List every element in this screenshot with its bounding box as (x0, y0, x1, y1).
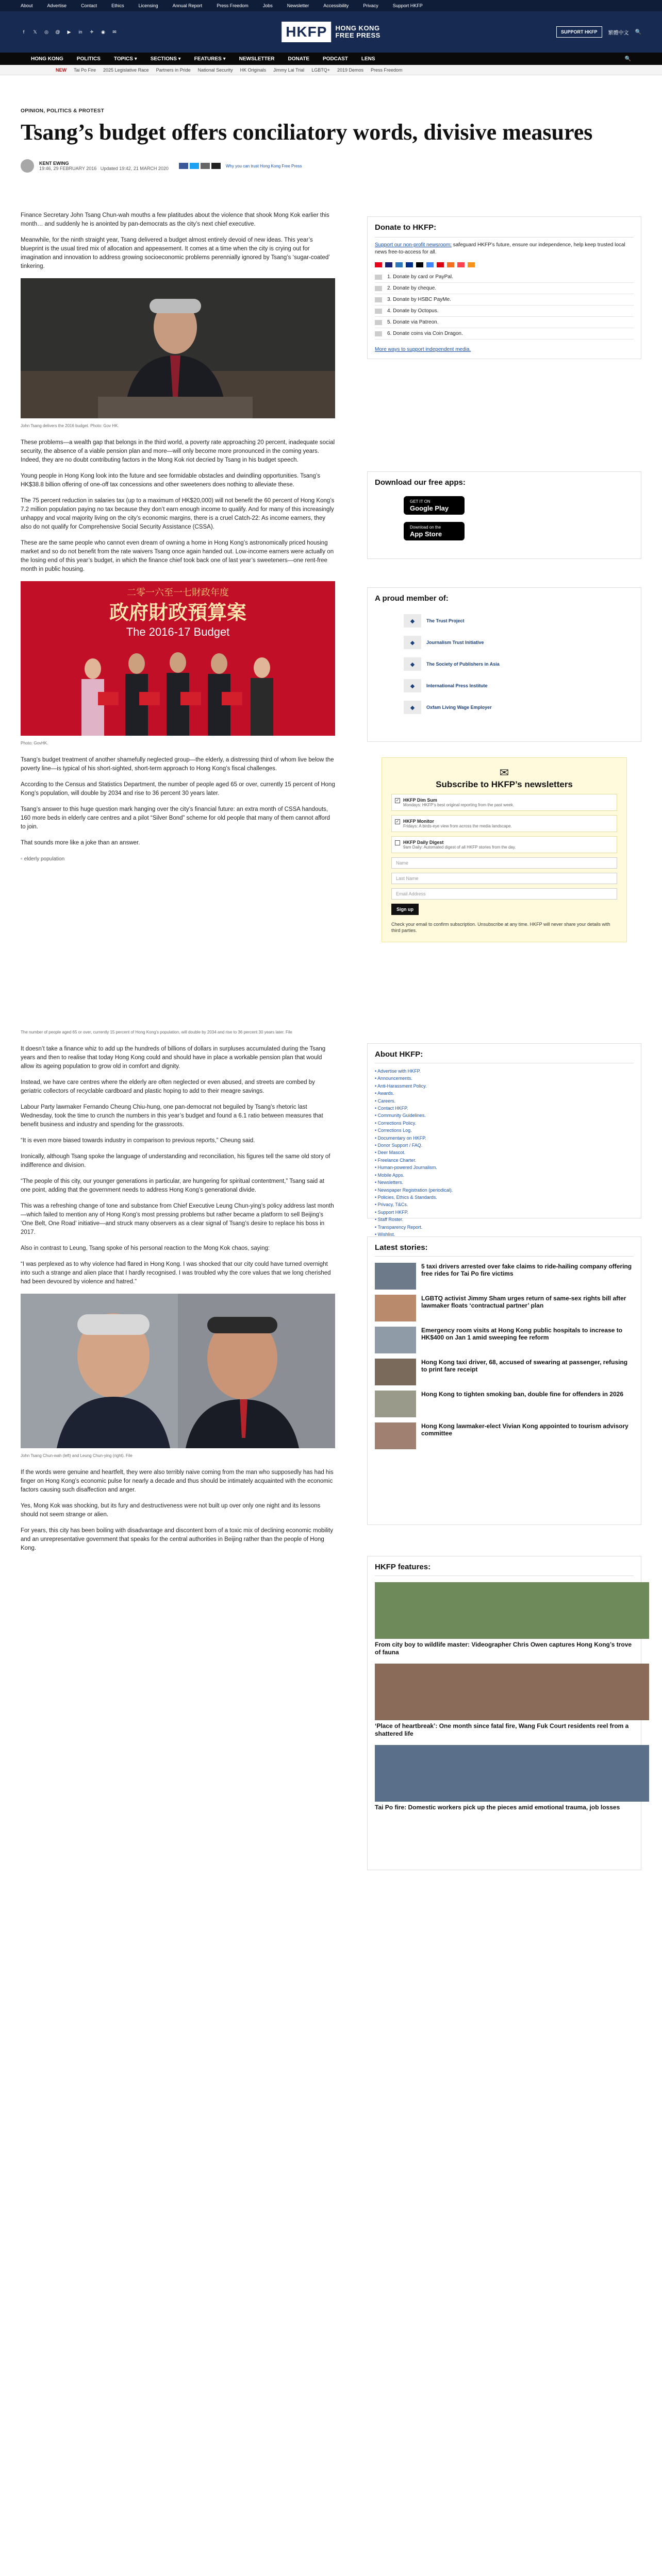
budget-press-photo (21, 581, 335, 736)
member-org[interactable] (404, 632, 634, 653)
apps-box (367, 471, 641, 559)
logo-line1: HONG KONG (335, 24, 380, 32)
topbar-link[interactable]: Advertise (47, 3, 67, 8)
donate-method[interactable] (375, 306, 634, 317)
features-title: HKFP features: (375, 1563, 431, 1571)
photo-caption: The number of people aged 65 or over, currently 15 percent of Hong Kong’s population, will double by 2034 and rise to 36 percent 30 years later. File (21, 1030, 292, 1035)
paragraph: These are the same people who cannot even dream of owning a home in Hong Kong’s astronomically priced housing market and so do not benefit from the rate waivers Tsang once again handed out. Low-income earners were actually on the losing end of this year’s budget, in which the finance chief took back one of last year’s sweeteners—one rent-free month in public housing. (21, 540, 334, 572)
newsletter-box (382, 757, 627, 942)
newsletter-option-desc: Fridays: A birds-eye view from across the media landscape. (403, 824, 512, 828)
member-logo-icon: ◆ (404, 657, 421, 671)
payment-method-icon (375, 309, 382, 314)
budget-speech-photo (21, 278, 335, 418)
about-link[interactable]: • Deer Mascot. (375, 1150, 406, 1156)
about-link[interactable]: • Newspaper Registration (periodical). (375, 1187, 453, 1193)
donate-method-label: 2. Donate by cheque. (387, 285, 437, 291)
article-header (21, 108, 641, 173)
tsang-leung-photo (21, 1294, 335, 1448)
trending-link[interactable]: Partners in Pride (156, 67, 191, 73)
photo-illustration (21, 278, 335, 418)
topbar-link[interactable]: Annual Report (172, 3, 203, 8)
member-logo-icon: ◆ (404, 636, 421, 649)
facebook-icon[interactable]: f (23, 29, 25, 35)
signup-button[interactable]: Sign up (391, 904, 419, 915)
paragraph: Finance Secretary John Tsang Chun-wah mouths a few platitudes about the violence that shook Mong Kok earlier this month… and suddenly he is anointed by pan-democrats as the city’s next chief executive. (21, 212, 329, 227)
newsletter-checkbox[interactable]: ✓ (395, 819, 400, 824)
nav-item[interactable]: LENS (361, 56, 375, 62)
paragraph: The 75 percent reduction in salaries tax (up to a maximum of HK$20,000) will not benefit the 60 percent of Hong Kong’s 7.2 million population paying no tax because they don’t earn enough income to qualify. And for many of this increasingly unhappy and vocal majority living on the city’s economic margins, there is a cruel Catch-22: As income earners, they also do not qualify for Comprehensive Social Security Assistance (CSSA). (21, 498, 335, 530)
why-trust-link[interactable]: Why you can trust Hong Kong Free Press (225, 163, 302, 168)
publish-date: 19:46, 29 FEBRUARY 2016 (39, 166, 97, 171)
photo-caption: Photo: GovHK. (21, 741, 48, 745)
photo-illustration (21, 581, 335, 736)
about-link-label: Community Guidelines. (377, 1113, 426, 1118)
photo-illustration (21, 1294, 335, 1448)
newsletter-option[interactable] (391, 794, 617, 811)
latest-story[interactable] (375, 1295, 634, 1321)
about-link[interactable]: • Donor Support / FAQ. (375, 1143, 423, 1148)
site-logo[interactable] (282, 22, 380, 42)
trending-bar (0, 65, 662, 75)
nav-item[interactable]: SECTIONS ▾ (150, 56, 181, 62)
topbar-link[interactable]: Licensing (138, 3, 158, 8)
about-link[interactable]: • Advertise with HKFP. (375, 1069, 421, 1074)
paragraph: Young people in Hong Kong look into the future and see formidable obstacles and dwindling opportunities. Tsang’s HK$38.8 billion offering of one-off tax concessions and other sweeteners does nothing to alleviate these. (21, 473, 320, 488)
donate-title: Donate to HKFP: (375, 223, 437, 232)
topbar-link[interactable]: Support HKFP (392, 3, 423, 8)
image-alt-text: elderly population (24, 856, 65, 862)
mail-icon[interactable]: ✉ (112, 29, 117, 35)
about-link-label: Privacy, T&Cs. (377, 1202, 408, 1208)
about-link-label: Donor Support / FAQ. (377, 1143, 423, 1148)
paragraph: Labour Party lawmaker Fernando Cheung Chiu-hung, one pan-democrat not beguiled by Tsang’s rhetoric last Wednesday, took the time to crunch the numbers in this year’s budget and found a 6.1 ratio between measures that benefit business and industry and spending for the grassroots. (21, 1104, 323, 1128)
member-org[interactable] (404, 675, 634, 697)
about-link-label: Contact HKFP. (377, 1106, 408, 1111)
broken-image-icon: ▫ (21, 856, 23, 862)
payment-method-icon (375, 320, 382, 325)
paragraph: “I was perplexed as to why violence had flared in Hong Kong. I was shocked that our city could have turned overnight into such a strange and alien place that I hardly recognised. I was troubled why the core values that we long cherished had been devoured by violence and hatred.” (21, 1261, 331, 1285)
about-link[interactable]: • Documentary on HKFP. (375, 1135, 426, 1141)
story-thumbnail (375, 1327, 416, 1353)
feature-image[interactable] (375, 1582, 649, 1639)
store-small-text: GET IT ON (410, 499, 431, 504)
linkedin-icon[interactable]: in (78, 29, 82, 35)
header-actions (556, 26, 641, 38)
about-link-label: Newspaper Registration (periodical). (377, 1187, 453, 1193)
about-link[interactable]: • Mobile Apps. (375, 1172, 405, 1178)
newsletter-note: Check your email to confirm subscription. Unsubscribe at any time. HKFP will never share your details with third parties. (391, 922, 610, 933)
story-title: Hong Kong to tighten smoking ban, double fine for offenders in 2026 (421, 1391, 624, 1398)
newsletter-option[interactable] (391, 815, 617, 832)
topbar-link[interactable]: Privacy (363, 3, 378, 8)
x-icon[interactable]: 𝕏 (33, 29, 37, 35)
share-email-icon[interactable] (201, 163, 210, 169)
bitcoin-icon (468, 262, 475, 267)
about-link-label: Transparency Report. (377, 1224, 423, 1230)
payment-method-icon (375, 297, 382, 302)
paragraph: Instead, we have care centres where the elderly are often neglected or even abused, and streets are combed by geriatric collectors of recyclable cardboard and plastic hoping to add to their meagre savings. (21, 1079, 315, 1094)
youtube-icon[interactable]: ▶ (67, 29, 71, 35)
story-thumbnail (375, 1391, 416, 1417)
member-org-name: Oxfam Living Wage Employer (426, 705, 492, 710)
trending-link[interactable]: 2019 Demos (337, 67, 363, 73)
about-link-label: Deer Mascot. (377, 1150, 406, 1156)
new-badge: NEW (56, 67, 67, 73)
apple-pay-icon (416, 262, 423, 267)
paragraph: “The people of this city, our younger generations in particular, are hungering for spiritual contentment,” Tsang said at one point, adding that the government needs to address Hong Kong’s generational divide. (21, 1178, 324, 1193)
share-more-icon[interactable] (211, 163, 221, 169)
about-link[interactable]: • Policies, Ethics & Standards. (375, 1194, 437, 1200)
donate-box (367, 216, 641, 359)
topbar-link[interactable]: Accessibility (323, 3, 349, 8)
newsletter-option-title: HKFP Dim Sum (403, 798, 437, 803)
nav-item[interactable]: NEWSLETTER (239, 56, 275, 62)
newsletter-title: Subscribe to HKFP’s newsletters (436, 779, 573, 789)
topbar-link[interactable]: Ethics (111, 3, 124, 8)
topbar-link[interactable]: Contact (81, 3, 97, 8)
newsletter-option-desc: 9am Daily: Automated digest of all HKFP stories from the day. (403, 845, 516, 850)
about-link-label: Corrections Policy. (377, 1120, 417, 1126)
share-buttons (179, 163, 221, 169)
about-link[interactable]: • Anti-Harassment Policy. (375, 1083, 427, 1089)
nav-item[interactable]: PODCAST (323, 56, 348, 62)
topbar-link[interactable]: Jobs (262, 3, 273, 8)
about-link-label: Advertise with HKFP. (377, 1069, 421, 1074)
payment-icons (375, 262, 634, 267)
latest-story[interactable] (375, 1359, 634, 1385)
trending-link[interactable]: National Security (197, 67, 233, 73)
logo-line2: FREE PRESS (335, 31, 380, 39)
main-nav (0, 53, 662, 65)
paragraph: For years, this city has been boiling with disadvantage and discontent born of a toxic mix of declining economic mobility and an unrepresentative government that speaks for the central authorities in Beijing rather than the people of Hong Kong. (21, 1528, 333, 1551)
topbar-link[interactable]: Newsletter (287, 3, 309, 8)
payment-method-icon (375, 275, 382, 280)
newsletter-option-title: HKFP Daily Digest (403, 840, 444, 845)
about-link[interactable]: • Human-powered Journalism. (375, 1165, 437, 1171)
donate-method-label: 1. Donate by card or PayPal. (387, 274, 453, 280)
paragraph: “It is even more biased towards industry in comparison to previous reports,” Cheung said. (21, 1138, 255, 1144)
logo-wordmark (335, 25, 380, 39)
about-link-label: Careers. (377, 1098, 396, 1104)
trending-link[interactable]: Jimmy Lai Trial (273, 67, 305, 73)
author-avatar (21, 159, 34, 173)
paragraph: It doesn’t take a finance whiz to add up the hundreds of billions of dollars in surpluses accumulated during the Tsang years and then to realise that today Hong Kong could and should have in place a workable pension plan that would allow its ageing population to grow old in comfort and dignity. (21, 1046, 326, 1070)
amex-icon (395, 262, 403, 267)
banner-english-title: The 2016-17 Budget (126, 625, 230, 638)
story-title: Hong Kong lawmaker-elect Vivian Kong appointed to tourism advisory committee (421, 1422, 628, 1437)
about-link[interactable]: • Wishlist. (375, 1231, 395, 1237)
about-link-label: Freelance Charter. (377, 1157, 417, 1163)
about-link[interactable]: • Corrections Log. (375, 1128, 412, 1133)
paragraph: This was a refreshing change of tone and substance from Chief Executive Leung Chun-ying’s policy address last month—which failed to mention any of Hong Kong’s most pressing problems but rather became a platform to sell Beijing’s ‘One Belt, One Road’ initiative—and struck many observers as a clear signal of Tsang’s desire to replace his boss in 2017. (21, 1203, 334, 1235)
paragraph: Ironically, although Tsang spoke the language of understanding and reconciliation, his figures tell the same old story of indifference and division. (21, 1154, 330, 1168)
member-title: A proud member of: (375, 594, 449, 603)
store-big-text: Google Play (410, 504, 449, 512)
trending-link[interactable]: 2025 Legislative Race (103, 67, 149, 73)
payment-method-icon (375, 286, 382, 291)
newsletter-checkbox[interactable]: ✓ (395, 798, 400, 803)
banner-chinese-small: 二零一六至一七財政年度 (127, 587, 229, 598)
rss-icon[interactable]: ◉ (101, 29, 105, 35)
latest-story[interactable] (375, 1263, 634, 1290)
octopus-icon (447, 262, 454, 267)
payment-method-icon (375, 331, 382, 336)
donate-more-link[interactable]: More ways to support independent media. (375, 347, 471, 352)
about-link[interactable]: • Careers. (375, 1098, 396, 1104)
about-link-label: Anti-Harassment Policy. (377, 1083, 427, 1089)
feature-title[interactable]: ‘Place of heartbreak’: One month since fatal fire, Wang Fuk Court residents reel from a shattered life (375, 1722, 629, 1737)
store-big-text: App Store (410, 530, 442, 538)
photo-caption: John Tsang delivers the 2016 budget. Photo: Gov HK. (21, 423, 119, 428)
newsletter-checkbox[interactable] (395, 840, 400, 845)
donate-method[interactable] (375, 328, 634, 340)
updated-date: Updated 19:42, 21 MARCH 2020 (100, 166, 169, 171)
language-link[interactable]: 繁體中文 (608, 30, 629, 36)
about-link[interactable]: • Corrections Policy. (375, 1120, 417, 1126)
about-link[interactable]: • Awards. (375, 1091, 394, 1096)
threads-icon[interactable]: @ (55, 29, 60, 35)
member-logo-icon: ◆ (404, 614, 421, 628)
paragraph: If the words were genuine and heartfelt, they were also terribly naive coming from the man who supposedly has had his finger on Hong Kong’s economic pulse for nearly a decade and thus should be intimately acquainted with the economic factors causing such disaffection and anger. (21, 1469, 334, 1493)
about-link-label: Support HKFP. (377, 1209, 409, 1215)
name-field[interactable]: Name (391, 857, 617, 869)
latest-stories-box (367, 1236, 641, 1525)
donate-method[interactable] (375, 283, 634, 294)
instagram-icon[interactable]: ◎ (44, 29, 48, 35)
article-title: Tsang’s budget offers conciliatory words, divisive measures (21, 120, 593, 145)
social-links (21, 29, 118, 35)
byline (21, 159, 641, 173)
about-link-label: Mobile Apps. (377, 1172, 405, 1178)
latest-story[interactable] (375, 1327, 634, 1353)
trending-link[interactable]: Tai Po Fire (74, 67, 96, 73)
search-icon[interactable]: 🔍 (635, 29, 641, 35)
about-link-label: Wishlist. (377, 1231, 395, 1237)
member-org-name: Journalism Trust Initiative (426, 640, 484, 645)
story-thumbnail (375, 1295, 416, 1321)
topbar-link[interactable]: Press Freedom (217, 3, 249, 8)
about-link[interactable]: • Transparency Report. (375, 1224, 423, 1230)
latest-story[interactable] (375, 1422, 634, 1449)
about-link[interactable]: • Support HKFP. (375, 1209, 409, 1215)
about-box (367, 1043, 641, 1237)
donate-method[interactable] (375, 272, 634, 283)
telegram-icon[interactable]: ✈ (90, 29, 94, 35)
apps-title: Download our free apps: (375, 478, 466, 487)
newsletter-option[interactable] (391, 836, 617, 853)
visa-icon (385, 262, 392, 267)
share-facebook-icon[interactable] (179, 163, 188, 169)
donate-method-label: 3. Donate by HSBC PayMe. (387, 297, 451, 302)
newsletter-option-text (403, 819, 512, 828)
paragraph: Meanwhile, for the ninth straight year, Tsang delivered a budget almost entirely devoid of new ideas. This year’s blueprint is the usual tired mix of allocation and appeasement. It comes at a time when the city is crying out for imagination and innovation to address growing socioeconomic problems perennially ignored by Tsang’s ‘sugar-coated’ tinkering. (21, 237, 330, 269)
newsletter-option-text (403, 798, 514, 807)
payme-icon (437, 262, 444, 267)
member-org[interactable] (404, 610, 634, 632)
about-link-label: Human-powered Journalism. (377, 1165, 437, 1171)
member-logo-icon: ◆ (404, 679, 421, 692)
about-title: About HKFP: (375, 1050, 423, 1059)
paypal-icon (406, 262, 413, 267)
about-link[interactable]: • Freelance Charter. (375, 1157, 417, 1163)
about-link-label: Newsletters. (377, 1180, 404, 1185)
paragraph: Tsang’s budget treatment of another shamefully neglected group—the elderly, a distressing third of whom live below the poverty line—is typical of his short-sighted, short-term approach to Hong Kong’s fiscal challenges. (21, 757, 334, 772)
paragraph: That sounds more like a joke than an answer. (21, 840, 140, 846)
nav-item[interactable]: TOPICS ▾ (113, 56, 137, 62)
features-box (367, 1556, 641, 1870)
donate-method-label: 6. Donate coins via Coin Dragon. (387, 331, 463, 336)
member-org[interactable] (404, 653, 634, 675)
member-org-name: The Society of Publishers in Asia (426, 662, 500, 667)
about-link-label: Announcements. (377, 1076, 412, 1081)
trending-link[interactable]: Press Freedom (370, 67, 403, 73)
donate-text: safeguard HKFP’s future, ensure our independence, help keep trusted local news free-to-access for all. (375, 242, 625, 255)
about-link[interactable]: • Community Guidelines. (375, 1113, 426, 1118)
about-link[interactable]: • Newsletters. (375, 1180, 404, 1185)
last-name-field[interactable]: Last Name (391, 873, 617, 884)
donate-method-label: 4. Donate by Octopus. (387, 308, 439, 314)
app-store-button[interactable] (404, 522, 465, 540)
mastercard-icon (375, 262, 382, 267)
google-pay-icon (426, 262, 434, 267)
member-logo-icon: ◆ (404, 701, 421, 714)
paragraph: According to the Census and Statistics Department, the number of people aged 65 or over, currently 15 percent of Hong Kong’s population, will double by 2034 and rise to 36 percent 30 years later. (21, 782, 335, 796)
paragraph: These problems—a wealth gap that belongs in the third world, a poverty rate approaching 20 percent, inadequate social security, the absence of a viable pension plan and more—will only become more pronounced in the coming years. Indeed, they are no doubt contributing factors in the Mong Kok riot decried by Tsang in his budget speech. (21, 439, 335, 463)
donate-methods (375, 272, 634, 340)
member-org-name: International Press Institute (426, 683, 488, 688)
story-thumbnail (375, 1359, 416, 1385)
paragraph: Tsang’s answer to this huge question mark hanging over the city’s financial future: an extra month of CSSA handouts, 160 more beds in elderly care centres and a pilot “Silver Bond” scheme for old people that many of them cannot afford to join. (21, 806, 330, 830)
about-link-label: Policies, Ethics & Standards. (377, 1194, 437, 1200)
article-category[interactable]: OPINION, POLITICS & PROTEST (21, 108, 105, 114)
nav-item[interactable]: DONATE (288, 56, 309, 62)
latest-title: Latest stories: (375, 1243, 428, 1252)
share-x-icon[interactable] (190, 163, 199, 169)
story-title: 5 taxi drivers arrested over fake claims to ride-hailing company offering free rides for Tai Po fire victims (421, 1263, 632, 1277)
about-link[interactable]: • Contact HKFP. (375, 1106, 408, 1111)
photo-caption: John Tsang Chun-wah (left) and Leung Chun-ying (right). File (21, 1453, 133, 1458)
support-hkfp-button[interactable]: SUPPORT HKFP (556, 26, 602, 38)
about-link-label: Awards. (377, 1091, 394, 1096)
article-body (21, 211, 335, 1560)
mail-icon: ✉ (499, 766, 509, 779)
newsletter-option-desc: Mondays: HKFP’s best original reporting from the past week. (403, 803, 515, 807)
paragraph: Yes, Mong Kok was shocking, but its fury and destructiveness were not built up over only one night and its lessons should not seem strange or alien. (21, 1503, 321, 1518)
about-link[interactable]: • Privacy, T&Cs. (375, 1202, 408, 1208)
about-link-label: Documentary on HKFP. (377, 1135, 426, 1141)
donate-link[interactable]: Support our non-profit newsroom: (375, 242, 452, 248)
nav-item[interactable]: HONG KONG (31, 56, 63, 62)
member-org-name: The Trust Project (426, 618, 465, 623)
feature-title[interactable]: Tai Po fire: Domestic workers pick up the pieces amid emotional trauma, job losses (375, 1804, 620, 1811)
donate-method[interactable] (375, 294, 634, 306)
about-link[interactable]: • Staff Roster. (375, 1217, 404, 1223)
banner-chinese-title: 政府財政預算案 (109, 601, 247, 624)
donate-method-label: 5. Donate via Patreon. (387, 319, 439, 325)
latest-story[interactable] (375, 1391, 634, 1417)
nav-item[interactable]: POLITICS (76, 56, 101, 62)
story-thumbnail (375, 1422, 416, 1449)
trending-link[interactable]: HK Originals (240, 67, 267, 73)
feature-title[interactable]: From city boy to wildlife master: Videographer Chris Owen captures Hong Kong’s trove of fauna (375, 1641, 632, 1656)
member-box (367, 587, 641, 742)
feature-image[interactable] (375, 1664, 649, 1720)
store-small-text: Download on the (410, 524, 441, 530)
about-link-label: Staff Roster. (377, 1217, 404, 1223)
top-utility-bar (0, 0, 662, 11)
about-link-label: Corrections Log. (377, 1128, 412, 1133)
topbar-link[interactable]: About (21, 3, 33, 8)
logo-mark: HKFP (282, 22, 331, 42)
trending-link[interactable]: LGBTQ+ (311, 67, 330, 73)
story-title: Hong Kong taxi driver, 68, accused of swearing at passenger, refusing to print fare receipt (421, 1359, 628, 1373)
email-field[interactable]: Email Address (391, 888, 617, 900)
elderly-population-image (21, 855, 335, 1025)
patreon-icon (457, 262, 465, 267)
feature-image[interactable] (375, 1745, 649, 1802)
member-org[interactable] (404, 697, 634, 718)
story-title: Emergency room visits at Hong Kong public hospitals to increase to HK$400 on Jan 1 amid sweeping fee reform (421, 1327, 623, 1341)
newsletter-option-text (403, 840, 516, 850)
about-link[interactable]: • Announcements. (375, 1076, 412, 1081)
google-play-button[interactable] (404, 496, 465, 515)
story-thumbnail (375, 1263, 416, 1290)
newsletter-option-title: HKFP Monitor (403, 819, 434, 824)
story-title: LGBTQ activist Jimmy Sham urges return of same-sex rights bill after lawmaker floats ‘contractual partner’ plan (421, 1295, 626, 1309)
author-name[interactable]: KENT EWING (39, 161, 69, 166)
nav-item[interactable]: FEATURES ▾ (194, 56, 226, 62)
donate-method[interactable] (375, 317, 634, 328)
site-header (0, 11, 662, 53)
nav-search-icon[interactable]: 🔍 (624, 56, 631, 62)
paragraph: Also in contrast to Leung, Tsang spoke of his personal reaction to the Mong Kok chaos, saying: (21, 1245, 270, 1251)
